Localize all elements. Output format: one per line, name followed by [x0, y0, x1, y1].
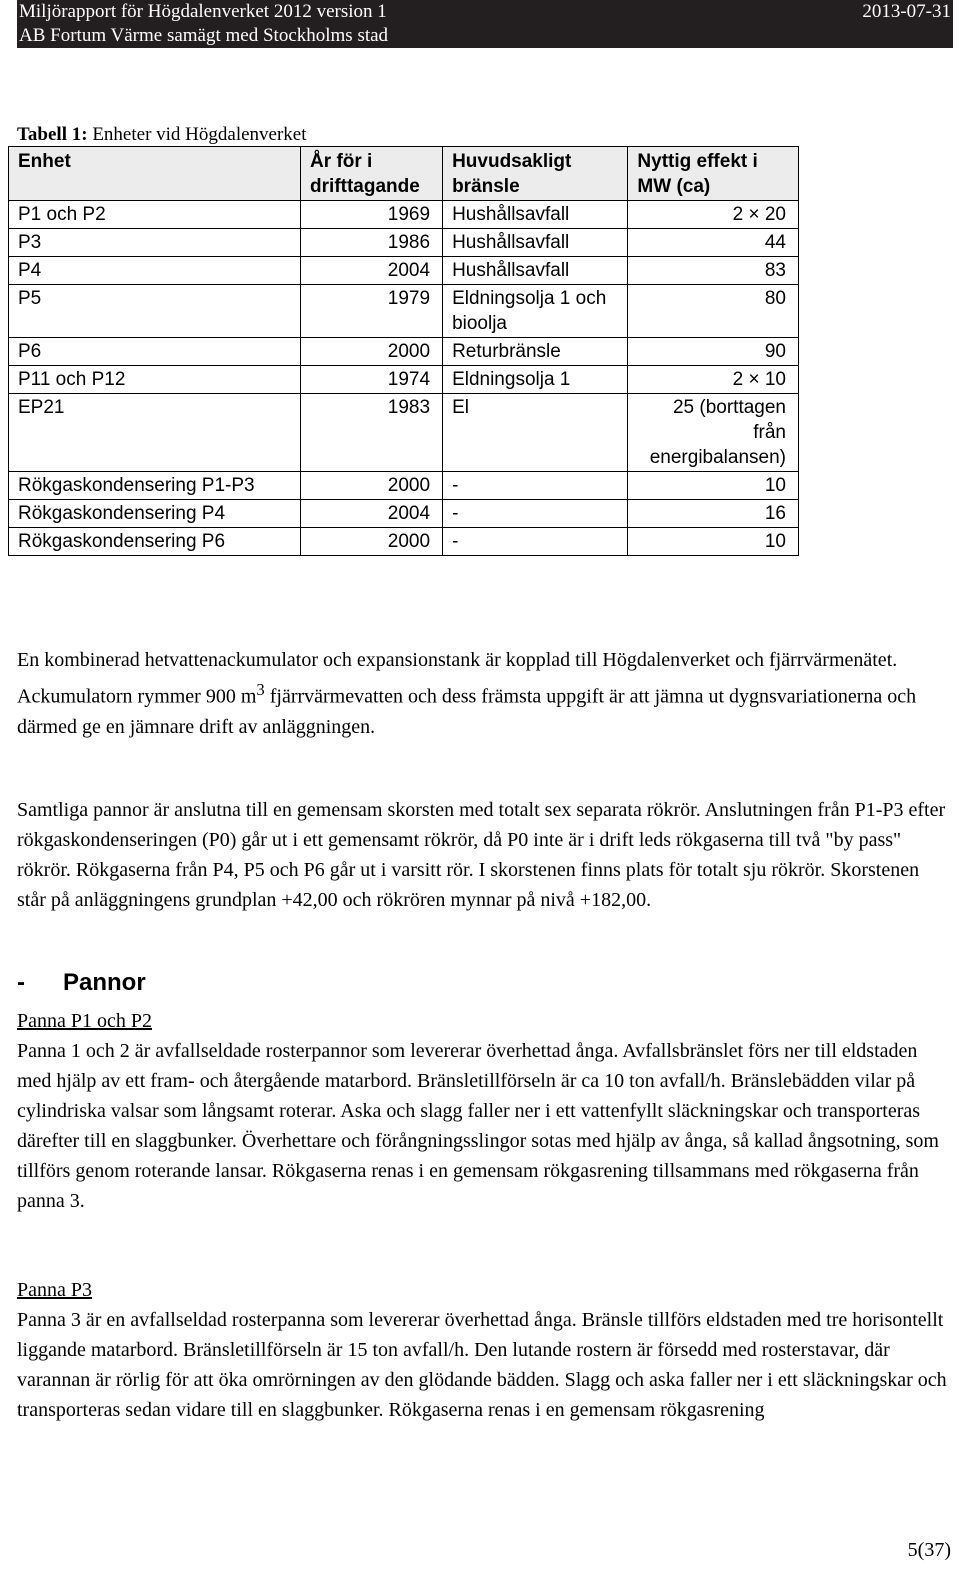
table-row — [9, 500, 799, 528]
cell-year: 2004 — [301, 257, 443, 285]
cell-unit: P6 — [9, 338, 301, 366]
paragraph-chimney — [17, 795, 952, 915]
cell-effect: 10 — [628, 528, 799, 556]
table-caption-text: Enheter vid Högdalenverket — [87, 124, 307, 145]
cell-effect: 10 — [628, 472, 799, 500]
section-title: Pannor — [63, 969, 146, 996]
table-header-row — [9, 147, 799, 201]
table-row — [9, 394, 799, 472]
cell-unit: Rökgaskondensering P4 — [9, 500, 301, 528]
col-header-effect: Nyttig effekt i MW (ca) — [628, 147, 799, 201]
table-caption — [17, 124, 307, 146]
cell-year: 2000 — [301, 338, 443, 366]
table-row — [9, 285, 799, 338]
cell-year: 1986 — [301, 229, 443, 257]
cell-effect: 25 (borttagen från energibalansen) — [628, 394, 799, 472]
cell-year: 1983 — [301, 394, 443, 472]
table-row — [9, 257, 799, 285]
cell-unit: Rökgaskondensering P6 — [9, 528, 301, 556]
cell-unit: P4 — [9, 257, 301, 285]
cell-fuel: - — [443, 500, 628, 528]
cell-year: 2000 — [301, 472, 443, 500]
accumulator-text-a: En kombinerad hetvattenackumulator och expansionstank är kopplad till Högdalenverket och fjärrvärmenätet. Ackumulatorn rymmer 900 m — [17, 649, 898, 708]
units-table — [8, 146, 799, 556]
cell-unit: P3 — [9, 229, 301, 257]
cell-year: 2004 — [301, 500, 443, 528]
cell-fuel: Hushållsavfall — [443, 257, 628, 285]
accumulator-text-b: fjärrvärmevatten och dess främsta uppgift är att jämna ut dygnsvariationerna och därmed ge en jämnare drift av anläggningen. — [17, 685, 917, 738]
paragraph-accumulator — [17, 645, 952, 742]
col-header-year: År för i drifttagande — [301, 147, 443, 201]
subheading-panna-p3: Panna P3 — [17, 1279, 92, 1301]
cell-effect: 90 — [628, 338, 799, 366]
cell-effect: 44 — [628, 229, 799, 257]
cell-year: 1969 — [301, 201, 443, 229]
table-row — [9, 528, 799, 556]
cell-unit: P11 och P12 — [9, 366, 301, 394]
table-row — [9, 366, 799, 394]
cell-fuel: El — [443, 394, 628, 472]
cell-fuel: Eldningsolja 1 och bioolja — [443, 285, 628, 338]
cell-fuel: Hushållsavfall — [443, 229, 628, 257]
page-number: 5(37) — [907, 1539, 951, 1561]
cell-effect: 16 — [628, 500, 799, 528]
table-row — [9, 201, 799, 229]
company-name: AB Fortum Värme samägt med Stockholms stad — [19, 25, 389, 46]
cell-fuel: Eldningsolja 1 — [443, 366, 628, 394]
cell-year: 1979 — [301, 285, 443, 338]
cell-unit: EP21 — [9, 394, 301, 472]
section-panna-p3 — [17, 1275, 952, 1425]
cell-unit: Rökgaskondensering P1-P3 — [9, 472, 301, 500]
cell-effect: 2 × 10 — [628, 366, 799, 394]
section-dash: - — [17, 969, 25, 996]
cell-effect: 2 × 20 — [628, 201, 799, 229]
page-header — [17, 0, 953, 48]
panna-p1-p2-text: Panna 1 och 2 är avfallseldade rosterpannor som levererar överhettad ånga. Avfallsbränslet förs ner till eldstaden med hjälp av ett fram- och återgående matarbord. Bränsletillförseln är ca 10 ton avfall/h. Bränslebädden vilar på cylindriska valsar som långsamt roterar. Aska och slagg faller ner i ett vattenfyllt släckningskar och transporteras därefter till en slaggbunker. Överhettare och förångningsslingor sotas med hjälp av ånga, så kallad ångsotning, som tillförs genom roterande lansar. Rökgaserna renas i en gemensam rökgasrening tillsammans med rökgaserna från panna 3. — [17, 1040, 939, 1212]
cell-unit: P1 och P2 — [9, 201, 301, 229]
report-date: 2013-07-31 — [862, 1, 951, 22]
cell-year: 2000 — [301, 528, 443, 556]
cell-fuel: - — [443, 528, 628, 556]
table-caption-label: Tabell 1: — [17, 124, 88, 145]
cell-year: 1974 — [301, 366, 443, 394]
section-panna-p1-p2 — [17, 1006, 952, 1216]
col-header-fuel: Huvudsakligt bränsle — [443, 147, 628, 201]
report-title: Miljörapport för Högdalenverket 2012 version 1 — [19, 1, 387, 22]
subheading-panna-p1-p2: Panna P1 och P2 — [17, 1010, 152, 1032]
table-row — [9, 229, 799, 257]
cell-fuel: Returbränsle — [443, 338, 628, 366]
cell-fuel: - — [443, 472, 628, 500]
col-header-unit: Enhet — [9, 147, 301, 201]
chimney-text: Samtliga pannor är anslutna till en gemensam skorsten med totalt sex separata rökrör. Anslutningen från P1-P3 efter rökgaskondenseringen (P0) går ut i ett gemensamt rökrör, då P0 inte är i drift leds rökgaserna till två "by pass" rökrör. Rökgaserna från P4, P5 och P6 går ut i varsitt rör. I skorstenen finns plats för totalt sju rökrör. Skorstenen står på anläggningens grundplan +42,00 och rökrören mynnar på nivå +182,00. — [17, 799, 946, 911]
section-heading-pannor — [17, 969, 146, 997]
cell-effect: 83 — [628, 257, 799, 285]
cell-effect: 80 — [628, 285, 799, 338]
table-row — [9, 472, 799, 500]
cell-unit: P5 — [9, 285, 301, 338]
table-row — [9, 338, 799, 366]
cell-fuel: Hushållsavfall — [443, 201, 628, 229]
cubic-superscript: 3 — [256, 680, 265, 699]
panna-p3-text: Panna 3 är en avfallseldad rosterpanna som levererar överhettad ånga. Bränsle tillförs eldstaden med tre horisontellt liggande matarbord. Bränsletillförseln är 15 ton avfall/h. Den lutande rostern är försedd med rosterstavar, där varannan är rörlig för att öka omrörningen av den glödande bädden. Slagg och aska faller ner i ett släckningskar och transporteras sedan vidare till en slaggbunker. Rökgaserna renas i en gemensam rökgasrening — [17, 1309, 947, 1421]
